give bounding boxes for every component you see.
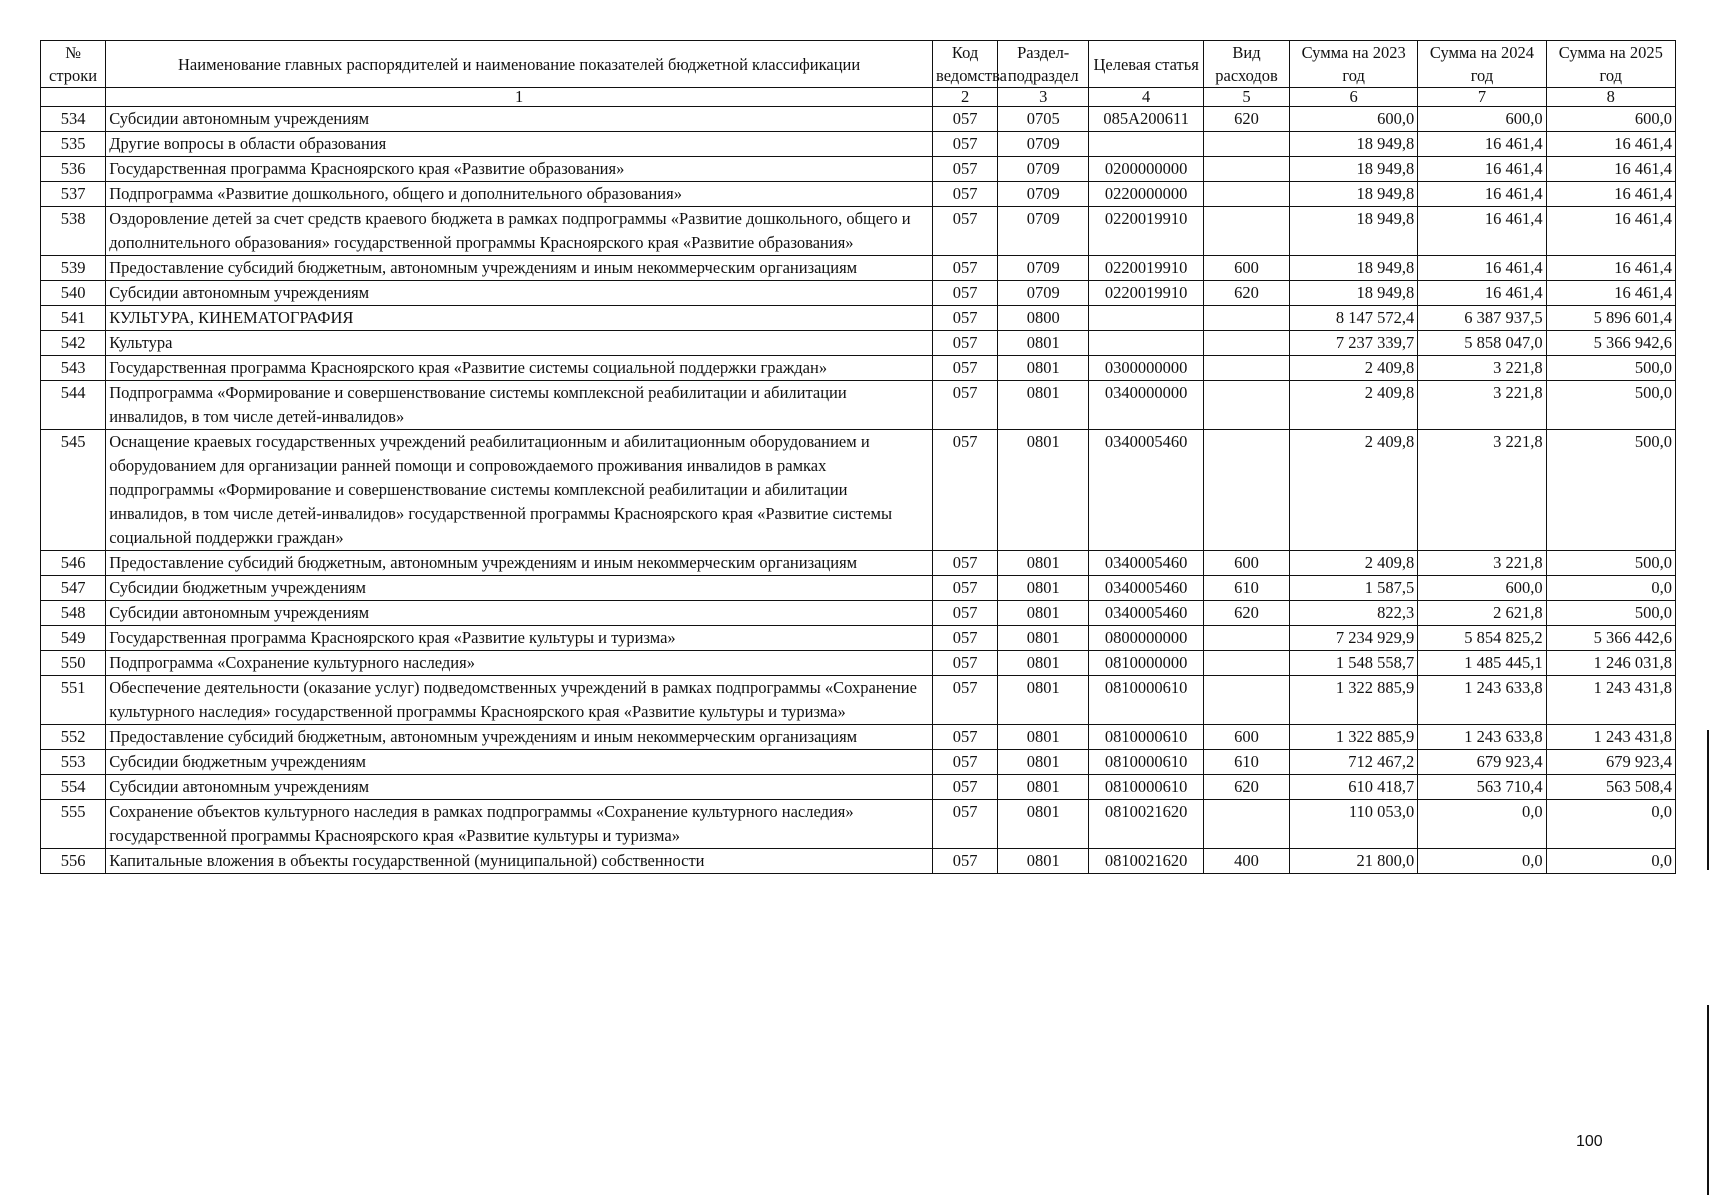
row-dept-code: 057 xyxy=(933,800,998,849)
row-section: 0801 xyxy=(998,356,1089,381)
row-sum-2024: 5 854 825,2 xyxy=(1418,626,1546,651)
row-expense-type xyxy=(1204,207,1290,256)
row-sum-2023: 18 949,8 xyxy=(1289,256,1417,281)
row-sum-2023: 2 409,8 xyxy=(1289,356,1417,381)
row-target-article: 0800000000 xyxy=(1089,626,1204,651)
row-number: 534 xyxy=(41,107,106,132)
table-row xyxy=(41,725,1676,750)
row-sum-2024: 3 221,8 xyxy=(1418,356,1546,381)
row-sum-2024: 1 243 633,8 xyxy=(1418,725,1546,750)
row-sum-2023: 21 800,0 xyxy=(1289,849,1417,874)
row-sum-2023: 600,0 xyxy=(1289,107,1417,132)
row-sum-2025: 5 366 942,6 xyxy=(1546,331,1675,356)
row-sum-2023: 18 949,8 xyxy=(1289,182,1417,207)
row-sum-2025: 500,0 xyxy=(1546,551,1675,576)
table-row xyxy=(41,601,1676,626)
row-number: 547 xyxy=(41,576,106,601)
row-sum-2025: 1 246 031,8 xyxy=(1546,651,1675,676)
table-row xyxy=(41,356,1676,381)
row-target-article: 0340000000 xyxy=(1089,381,1204,430)
row-dept-code: 057 xyxy=(933,207,998,256)
table-row xyxy=(41,849,1676,874)
table-row xyxy=(41,281,1676,306)
row-target-article: 0810021620 xyxy=(1089,849,1204,874)
row-section: 0801 xyxy=(998,381,1089,430)
row-sum-2023: 1 548 558,7 xyxy=(1289,651,1417,676)
row-target-article: 085A200611 xyxy=(1089,107,1204,132)
column-number: 3 xyxy=(998,88,1089,107)
row-dept-code: 057 xyxy=(933,306,998,331)
row-target-article: 0340005460 xyxy=(1089,430,1204,551)
row-name: Обеспечение деятельности (оказание услуг) подведомственных учреждений в рамках подпрограммы «Сохранение культурного наследия» государственной программы Красноярского края «Развитие культуры и туризма» xyxy=(106,676,933,725)
header-section: Раздел-подраздел xyxy=(998,41,1089,88)
row-target-article xyxy=(1089,306,1204,331)
row-name: Предоставление субсидий бюджетным, автономным учреждениям и иным некоммерческим организациям xyxy=(106,551,933,576)
row-dept-code: 057 xyxy=(933,601,998,626)
row-section: 0709 xyxy=(998,132,1089,157)
row-name: Государственная программа Красноярского края «Развитие системы социальной поддержки граждан» xyxy=(106,356,933,381)
row-sum-2025: 16 461,4 xyxy=(1546,256,1675,281)
table-row xyxy=(41,576,1676,601)
row-number: 550 xyxy=(41,651,106,676)
row-sum-2025: 500,0 xyxy=(1546,601,1675,626)
table-row xyxy=(41,157,1676,182)
row-expense-type xyxy=(1204,381,1290,430)
row-expense-type xyxy=(1204,651,1290,676)
row-sum-2024: 2 621,8 xyxy=(1418,601,1546,626)
row-sum-2025: 0,0 xyxy=(1546,800,1675,849)
table-row xyxy=(41,107,1676,132)
row-dept-code: 057 xyxy=(933,725,998,750)
row-sum-2023: 712 467,2 xyxy=(1289,750,1417,775)
row-section: 0801 xyxy=(998,601,1089,626)
table-row xyxy=(41,306,1676,331)
column-number-empty xyxy=(41,88,106,107)
row-target-article: 0340005460 xyxy=(1089,576,1204,601)
row-number: 546 xyxy=(41,551,106,576)
row-expense-type xyxy=(1204,331,1290,356)
row-number: 552 xyxy=(41,725,106,750)
row-name: КУЛЬТУРА, КИНЕМАТОГРАФИЯ xyxy=(106,306,933,331)
row-name: Капитальные вложения в объекты государственной (муниципальной) собственности xyxy=(106,849,933,874)
row-number: 551 xyxy=(41,676,106,725)
row-dept-code: 057 xyxy=(933,849,998,874)
row-name: Предоставление субсидий бюджетным, автономным учреждениям и иным некоммерческим организациям xyxy=(106,256,933,281)
row-expense-type xyxy=(1204,626,1290,651)
header-sum-2023: Сумма на 2023 год xyxy=(1289,41,1417,88)
row-sum-2025: 500,0 xyxy=(1546,381,1675,430)
table-row xyxy=(41,430,1676,551)
row-sum-2025: 5 366 442,6 xyxy=(1546,626,1675,651)
row-target-article: 0220019910 xyxy=(1089,207,1204,256)
row-expense-type: 620 xyxy=(1204,107,1290,132)
row-target-article xyxy=(1089,331,1204,356)
row-section: 0709 xyxy=(998,182,1089,207)
row-target-article: 0300000000 xyxy=(1089,356,1204,381)
row-number: 539 xyxy=(41,256,106,281)
table-row xyxy=(41,626,1676,651)
row-section: 0801 xyxy=(998,430,1089,551)
row-target-article: 0220019910 xyxy=(1089,281,1204,306)
header-dept-code: Код ведомства xyxy=(933,41,998,88)
row-sum-2023: 822,3 xyxy=(1289,601,1417,626)
row-sum-2025: 1 243 431,8 xyxy=(1546,676,1675,725)
row-dept-code: 057 xyxy=(933,256,998,281)
row-expense-type xyxy=(1204,157,1290,182)
row-number: 536 xyxy=(41,157,106,182)
table-row xyxy=(41,132,1676,157)
row-name: Подпрограмма «Сохранение культурного наследия» xyxy=(106,651,933,676)
row-sum-2023: 1 322 885,9 xyxy=(1289,725,1417,750)
row-expense-type xyxy=(1204,676,1290,725)
row-target-article: 0220000000 xyxy=(1089,182,1204,207)
row-name: Оздоровление детей за счет средств краевого бюджета в рамках подпрограммы «Развитие дошкольного, общего и дополнительного образования» государственной программы Красноярского края «Развитие образования» xyxy=(106,207,933,256)
row-number: 538 xyxy=(41,207,106,256)
row-name: Субсидии автономным учреждениям xyxy=(106,775,933,800)
column-number: 4 xyxy=(1089,88,1204,107)
table-row xyxy=(41,551,1676,576)
row-number: 541 xyxy=(41,306,106,331)
row-section: 0709 xyxy=(998,256,1089,281)
row-dept-code: 057 xyxy=(933,132,998,157)
table-body xyxy=(41,107,1676,874)
row-name: Субсидии бюджетным учреждениям xyxy=(106,750,933,775)
row-number: 542 xyxy=(41,331,106,356)
row-name: Субсидии бюджетным учреждениям xyxy=(106,576,933,601)
row-target-article: 0810000610 xyxy=(1089,775,1204,800)
row-sum-2024: 16 461,4 xyxy=(1418,207,1546,256)
row-dept-code: 057 xyxy=(933,157,998,182)
row-dept-code: 057 xyxy=(933,676,998,725)
row-dept-code: 057 xyxy=(933,381,998,430)
row-name: Культура xyxy=(106,331,933,356)
row-number: 554 xyxy=(41,775,106,800)
table-row xyxy=(41,182,1676,207)
table-header xyxy=(41,41,1676,107)
row-name: Субсидии автономным учреждениям xyxy=(106,601,933,626)
row-section: 0801 xyxy=(998,849,1089,874)
header-name: Наименование главных распорядителей и наименование показателей бюджетной классификации xyxy=(106,41,933,88)
row-sum-2023: 18 949,8 xyxy=(1289,281,1417,306)
column-number: 5 xyxy=(1204,88,1290,107)
row-section: 0801 xyxy=(998,576,1089,601)
column-number-row xyxy=(41,88,1676,107)
row-name: Другие вопросы в области образования xyxy=(106,132,933,157)
row-expense-type: 620 xyxy=(1204,601,1290,626)
row-sum-2025: 0,0 xyxy=(1546,849,1675,874)
row-sum-2024: 6 387 937,5 xyxy=(1418,306,1546,331)
row-sum-2023: 2 409,8 xyxy=(1289,381,1417,430)
row-sum-2025: 500,0 xyxy=(1546,430,1675,551)
column-number: 1 xyxy=(106,88,933,107)
row-sum-2024: 3 221,8 xyxy=(1418,551,1546,576)
header-sum-2024: Сумма на 2024 год xyxy=(1418,41,1546,88)
header-target-article: Целевая статья xyxy=(1089,41,1204,88)
row-sum-2023: 18 949,8 xyxy=(1289,157,1417,182)
row-section: 0801 xyxy=(998,676,1089,725)
header-expense-type: Вид расходов xyxy=(1204,41,1290,88)
row-section: 0801 xyxy=(998,775,1089,800)
row-name: Государственная программа Красноярского края «Развитие культуры и туризма» xyxy=(106,626,933,651)
row-dept-code: 057 xyxy=(933,651,998,676)
row-sum-2024: 5 858 047,0 xyxy=(1418,331,1546,356)
table-row xyxy=(41,775,1676,800)
row-section: 0709 xyxy=(998,207,1089,256)
row-section: 0709 xyxy=(998,157,1089,182)
row-sum-2024: 1 243 633,8 xyxy=(1418,676,1546,725)
row-dept-code: 057 xyxy=(933,281,998,306)
table-row xyxy=(41,207,1676,256)
row-sum-2023: 7 234 929,9 xyxy=(1289,626,1417,651)
row-sum-2024: 563 710,4 xyxy=(1418,775,1546,800)
row-sum-2024: 3 221,8 xyxy=(1418,381,1546,430)
row-number: 544 xyxy=(41,381,106,430)
row-section: 0801 xyxy=(998,551,1089,576)
row-sum-2024: 600,0 xyxy=(1418,107,1546,132)
row-dept-code: 057 xyxy=(933,750,998,775)
row-number: 535 xyxy=(41,132,106,157)
row-section: 0801 xyxy=(998,651,1089,676)
row-expense-type: 620 xyxy=(1204,775,1290,800)
row-sum-2023: 1 587,5 xyxy=(1289,576,1417,601)
row-sum-2025: 600,0 xyxy=(1546,107,1675,132)
table-row xyxy=(41,381,1676,430)
row-sum-2023: 1 322 885,9 xyxy=(1289,676,1417,725)
row-sum-2023: 610 418,7 xyxy=(1289,775,1417,800)
row-number: 548 xyxy=(41,601,106,626)
row-dept-code: 057 xyxy=(933,182,998,207)
row-section: 0800 xyxy=(998,306,1089,331)
row-sum-2025: 16 461,4 xyxy=(1546,157,1675,182)
row-sum-2024: 16 461,4 xyxy=(1418,132,1546,157)
row-sum-2023: 7 237 339,7 xyxy=(1289,331,1417,356)
row-target-article: 0810021620 xyxy=(1089,800,1204,849)
row-dept-code: 057 xyxy=(933,775,998,800)
row-sum-2025: 16 461,4 xyxy=(1546,132,1675,157)
scan-edge-mark xyxy=(1707,730,1709,870)
row-section: 0801 xyxy=(998,750,1089,775)
row-dept-code: 057 xyxy=(933,430,998,551)
row-sum-2024: 16 461,4 xyxy=(1418,182,1546,207)
row-section: 0801 xyxy=(998,725,1089,750)
row-sum-2024: 1 485 445,1 xyxy=(1418,651,1546,676)
row-name: Субсидии автономным учреждениям xyxy=(106,107,933,132)
row-number: 545 xyxy=(41,430,106,551)
row-name: Подпрограмма «Развитие дошкольного, общего и дополнительного образования» xyxy=(106,182,933,207)
row-dept-code: 057 xyxy=(933,576,998,601)
row-sum-2025: 679 923,4 xyxy=(1546,750,1675,775)
row-expense-type: 610 xyxy=(1204,576,1290,601)
row-number: 556 xyxy=(41,849,106,874)
row-dept-code: 057 xyxy=(933,551,998,576)
row-name: Сохранение объектов культурного наследия в рамках подпрограммы «Сохранение культурного наследия» государственной программы Красноярского края «Развитие культуры и туризма» xyxy=(106,800,933,849)
table-row xyxy=(41,651,1676,676)
row-number: 537 xyxy=(41,182,106,207)
row-expense-type xyxy=(1204,132,1290,157)
row-name: Подпрограмма «Формирование и совершенствование системы комплексной реабилитации и абилитации инвалидов, в том числе детей-инвалидов» xyxy=(106,381,933,430)
row-section: 0801 xyxy=(998,626,1089,651)
row-section: 0801 xyxy=(998,331,1089,356)
row-dept-code: 057 xyxy=(933,356,998,381)
row-sum-2025: 500,0 xyxy=(1546,356,1675,381)
row-section: 0705 xyxy=(998,107,1089,132)
row-sum-2023: 110 053,0 xyxy=(1289,800,1417,849)
row-dept-code: 057 xyxy=(933,331,998,356)
row-expense-type xyxy=(1204,306,1290,331)
table-row xyxy=(41,750,1676,775)
row-name: Предоставление субсидий бюджетным, автономным учреждениям и иным некоммерческим организациям xyxy=(106,725,933,750)
row-name: Оснащение краевых государственных учреждений реабилитационным и абилитационным оборудованием и оборудованием для организации ранней помощи и сопровождаемого проживания инвалидов в рамках подпрограммы «Формирование и совершенствование системы комплексной реабилитации и абилитации инвалидов, в том числе детей-инвалидов» государственной программы Красноярского края «Развитие системы социальной поддержки граждан» xyxy=(106,430,933,551)
row-number: 555 xyxy=(41,800,106,849)
page-number: 100 xyxy=(1576,1133,1603,1150)
row-number: 540 xyxy=(41,281,106,306)
row-target-article: 0810000610 xyxy=(1089,676,1204,725)
row-dept-code: 057 xyxy=(933,107,998,132)
row-expense-type xyxy=(1204,182,1290,207)
table-row xyxy=(41,800,1676,849)
row-sum-2024: 3 221,8 xyxy=(1418,430,1546,551)
row-expense-type xyxy=(1204,356,1290,381)
row-sum-2024: 16 461,4 xyxy=(1418,281,1546,306)
row-target-article xyxy=(1089,132,1204,157)
row-expense-type: 610 xyxy=(1204,750,1290,775)
row-target-article: 0340005460 xyxy=(1089,601,1204,626)
row-expense-type: 600 xyxy=(1204,725,1290,750)
table-row xyxy=(41,331,1676,356)
row-section: 0801 xyxy=(998,800,1089,849)
row-target-article: 0810000610 xyxy=(1089,750,1204,775)
row-number: 549 xyxy=(41,626,106,651)
row-target-article: 0810000000 xyxy=(1089,651,1204,676)
row-sum-2024: 16 461,4 xyxy=(1418,157,1546,182)
row-sum-2023: 8 147 572,4 xyxy=(1289,306,1417,331)
row-sum-2025: 16 461,4 xyxy=(1546,182,1675,207)
row-name: Субсидии автономным учреждениям xyxy=(106,281,933,306)
row-expense-type xyxy=(1204,430,1290,551)
row-sum-2023: 18 949,8 xyxy=(1289,207,1417,256)
row-section: 0709 xyxy=(998,281,1089,306)
row-target-article: 0220019910 xyxy=(1089,256,1204,281)
row-number: 553 xyxy=(41,750,106,775)
row-number: 543 xyxy=(41,356,106,381)
row-sum-2024: 0,0 xyxy=(1418,800,1546,849)
column-number: 7 xyxy=(1418,88,1546,107)
row-sum-2025: 5 896 601,4 xyxy=(1546,306,1675,331)
column-number: 8 xyxy=(1546,88,1675,107)
column-number: 2 xyxy=(933,88,998,107)
header-row-number: № строки xyxy=(41,41,106,88)
header-sum-2025: Сумма на 2025 год xyxy=(1546,41,1675,88)
row-sum-2023: 18 949,8 xyxy=(1289,132,1417,157)
row-sum-2024: 679 923,4 xyxy=(1418,750,1546,775)
row-sum-2023: 2 409,8 xyxy=(1289,430,1417,551)
row-sum-2024: 600,0 xyxy=(1418,576,1546,601)
row-expense-type: 620 xyxy=(1204,281,1290,306)
scan-edge-mark xyxy=(1707,1005,1709,1195)
row-sum-2024: 16 461,4 xyxy=(1418,256,1546,281)
row-sum-2025: 0,0 xyxy=(1546,576,1675,601)
table-row xyxy=(41,256,1676,281)
row-expense-type: 400 xyxy=(1204,849,1290,874)
row-expense-type xyxy=(1204,800,1290,849)
budget-table xyxy=(40,40,1676,874)
row-sum-2025: 563 508,4 xyxy=(1546,775,1675,800)
table-row xyxy=(41,676,1676,725)
row-sum-2025: 16 461,4 xyxy=(1546,207,1675,256)
row-sum-2025: 1 243 431,8 xyxy=(1546,725,1675,750)
row-dept-code: 057 xyxy=(933,626,998,651)
row-sum-2023: 2 409,8 xyxy=(1289,551,1417,576)
column-number: 6 xyxy=(1289,88,1417,107)
row-name: Государственная программа Красноярского края «Развитие образования» xyxy=(106,157,933,182)
row-target-article: 0200000000 xyxy=(1089,157,1204,182)
row-sum-2025: 16 461,4 xyxy=(1546,281,1675,306)
row-target-article: 0340005460 xyxy=(1089,551,1204,576)
row-target-article: 0810000610 xyxy=(1089,725,1204,750)
row-expense-type: 600 xyxy=(1204,256,1290,281)
row-expense-type: 600 xyxy=(1204,551,1290,576)
row-sum-2024: 0,0 xyxy=(1418,849,1546,874)
